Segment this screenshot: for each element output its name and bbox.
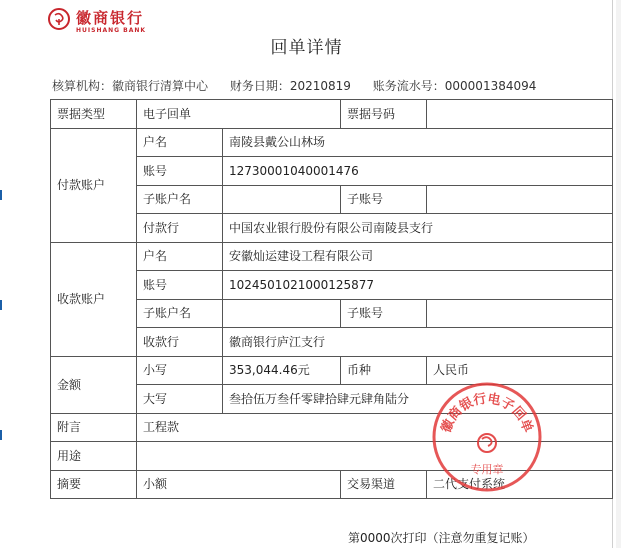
currency-label: 币种 — [341, 356, 427, 385]
summary-label: 摘要 — [51, 470, 137, 499]
electronic-seal — [431, 381, 543, 493]
remark-label: 附言 — [51, 413, 137, 442]
remark-value: 工程款 — [137, 413, 613, 442]
payee-bank-label: 收款行 — [137, 328, 223, 357]
receipt-no-value — [427, 100, 613, 129]
amount-small-value: 353,044.46元 — [223, 356, 341, 385]
receipt-no-label: 票据号码 — [341, 100, 427, 129]
amount-small-label: 小写 — [137, 356, 223, 385]
edge-marker — [0, 300, 2, 310]
amount-section-label: 金额 — [51, 356, 137, 413]
seal-bottom-text: 专用章 — [470, 463, 504, 476]
amount-big-value: 叁拾伍万叁仟零肆拾肆元肆角陆分 — [223, 385, 613, 414]
payer-acct-label: 账号 — [137, 157, 223, 186]
payer-sub-acct-label: 子账号 — [341, 185, 427, 214]
payee-acct-value: 1024501021000125877 — [223, 271, 613, 300]
summary-value: 小额 — [137, 470, 341, 499]
table-row — [51, 242, 613, 271]
payer-sub-acct-value — [427, 185, 613, 214]
seal-arc-text: 徽商银行电子回单 — [438, 391, 536, 435]
bank-name-en: HUISHANG BANK — [76, 27, 147, 34]
print-count-footer: 第0000次打印（注意勿重复记账） — [348, 531, 535, 545]
payer-bank-label: 付款行 — [137, 214, 223, 243]
payee-bank-value: 徽商银行庐江支行 — [223, 328, 613, 357]
edge-marker — [0, 430, 2, 440]
bank-logo-icon — [48, 8, 70, 30]
page-title: 回单详情 — [270, 38, 343, 58]
channel-value: 二代支付系统 — [427, 470, 613, 499]
scrollbar-track[interactable] — [616, 0, 621, 548]
payee-sub-acct-label: 子账号 — [341, 299, 427, 328]
payer-name-label: 户名 — [137, 128, 223, 157]
meta-serial: 账务流水号：000001384094 — [372, 79, 537, 93]
payee-sub-name-value — [223, 299, 341, 328]
payee-name-value: 安徽灿运建设工程有限公司 — [223, 242, 613, 271]
receipt-meta — [52, 77, 554, 94]
payee-name-label: 户名 — [137, 242, 223, 271]
payee-acct-label: 账号 — [137, 271, 223, 300]
meta-date: 财务日期：20210819 — [229, 79, 351, 93]
payee-section-label: 收款账户 — [51, 242, 137, 356]
bank-name-cn: 徽商银行 — [76, 9, 145, 27]
receipt-type-value: 电子回单 — [137, 100, 341, 129]
channel-label: 交易渠道 — [341, 470, 427, 499]
payer-name-value: 南陵县戴公山林场 — [223, 128, 613, 157]
payer-bank-value: 中国农业银行股份有限公司南陵县支行 — [223, 214, 613, 243]
edge-marker — [0, 190, 2, 200]
table-row — [51, 128, 613, 157]
payer-section-label: 付款账户 — [51, 128, 137, 242]
purpose-label: 用途 — [51, 442, 137, 471]
table-row — [51, 100, 613, 129]
currency-value: 人民币 — [427, 356, 613, 385]
payee-sub-name-label: 子账户名 — [137, 299, 223, 328]
payer-sub-name-value — [223, 185, 341, 214]
payee-sub-acct-value — [427, 299, 613, 328]
meta-org: 核算机构：徽商银行清算中心 — [52, 79, 209, 93]
receipt-type-label: 票据类型 — [51, 100, 137, 129]
seal-emblem-icon — [478, 434, 496, 452]
payer-acct-value: 12730001040001476 — [223, 157, 613, 186]
payer-sub-name-label: 子账户名 — [137, 185, 223, 214]
amount-big-label: 大写 — [137, 385, 223, 414]
